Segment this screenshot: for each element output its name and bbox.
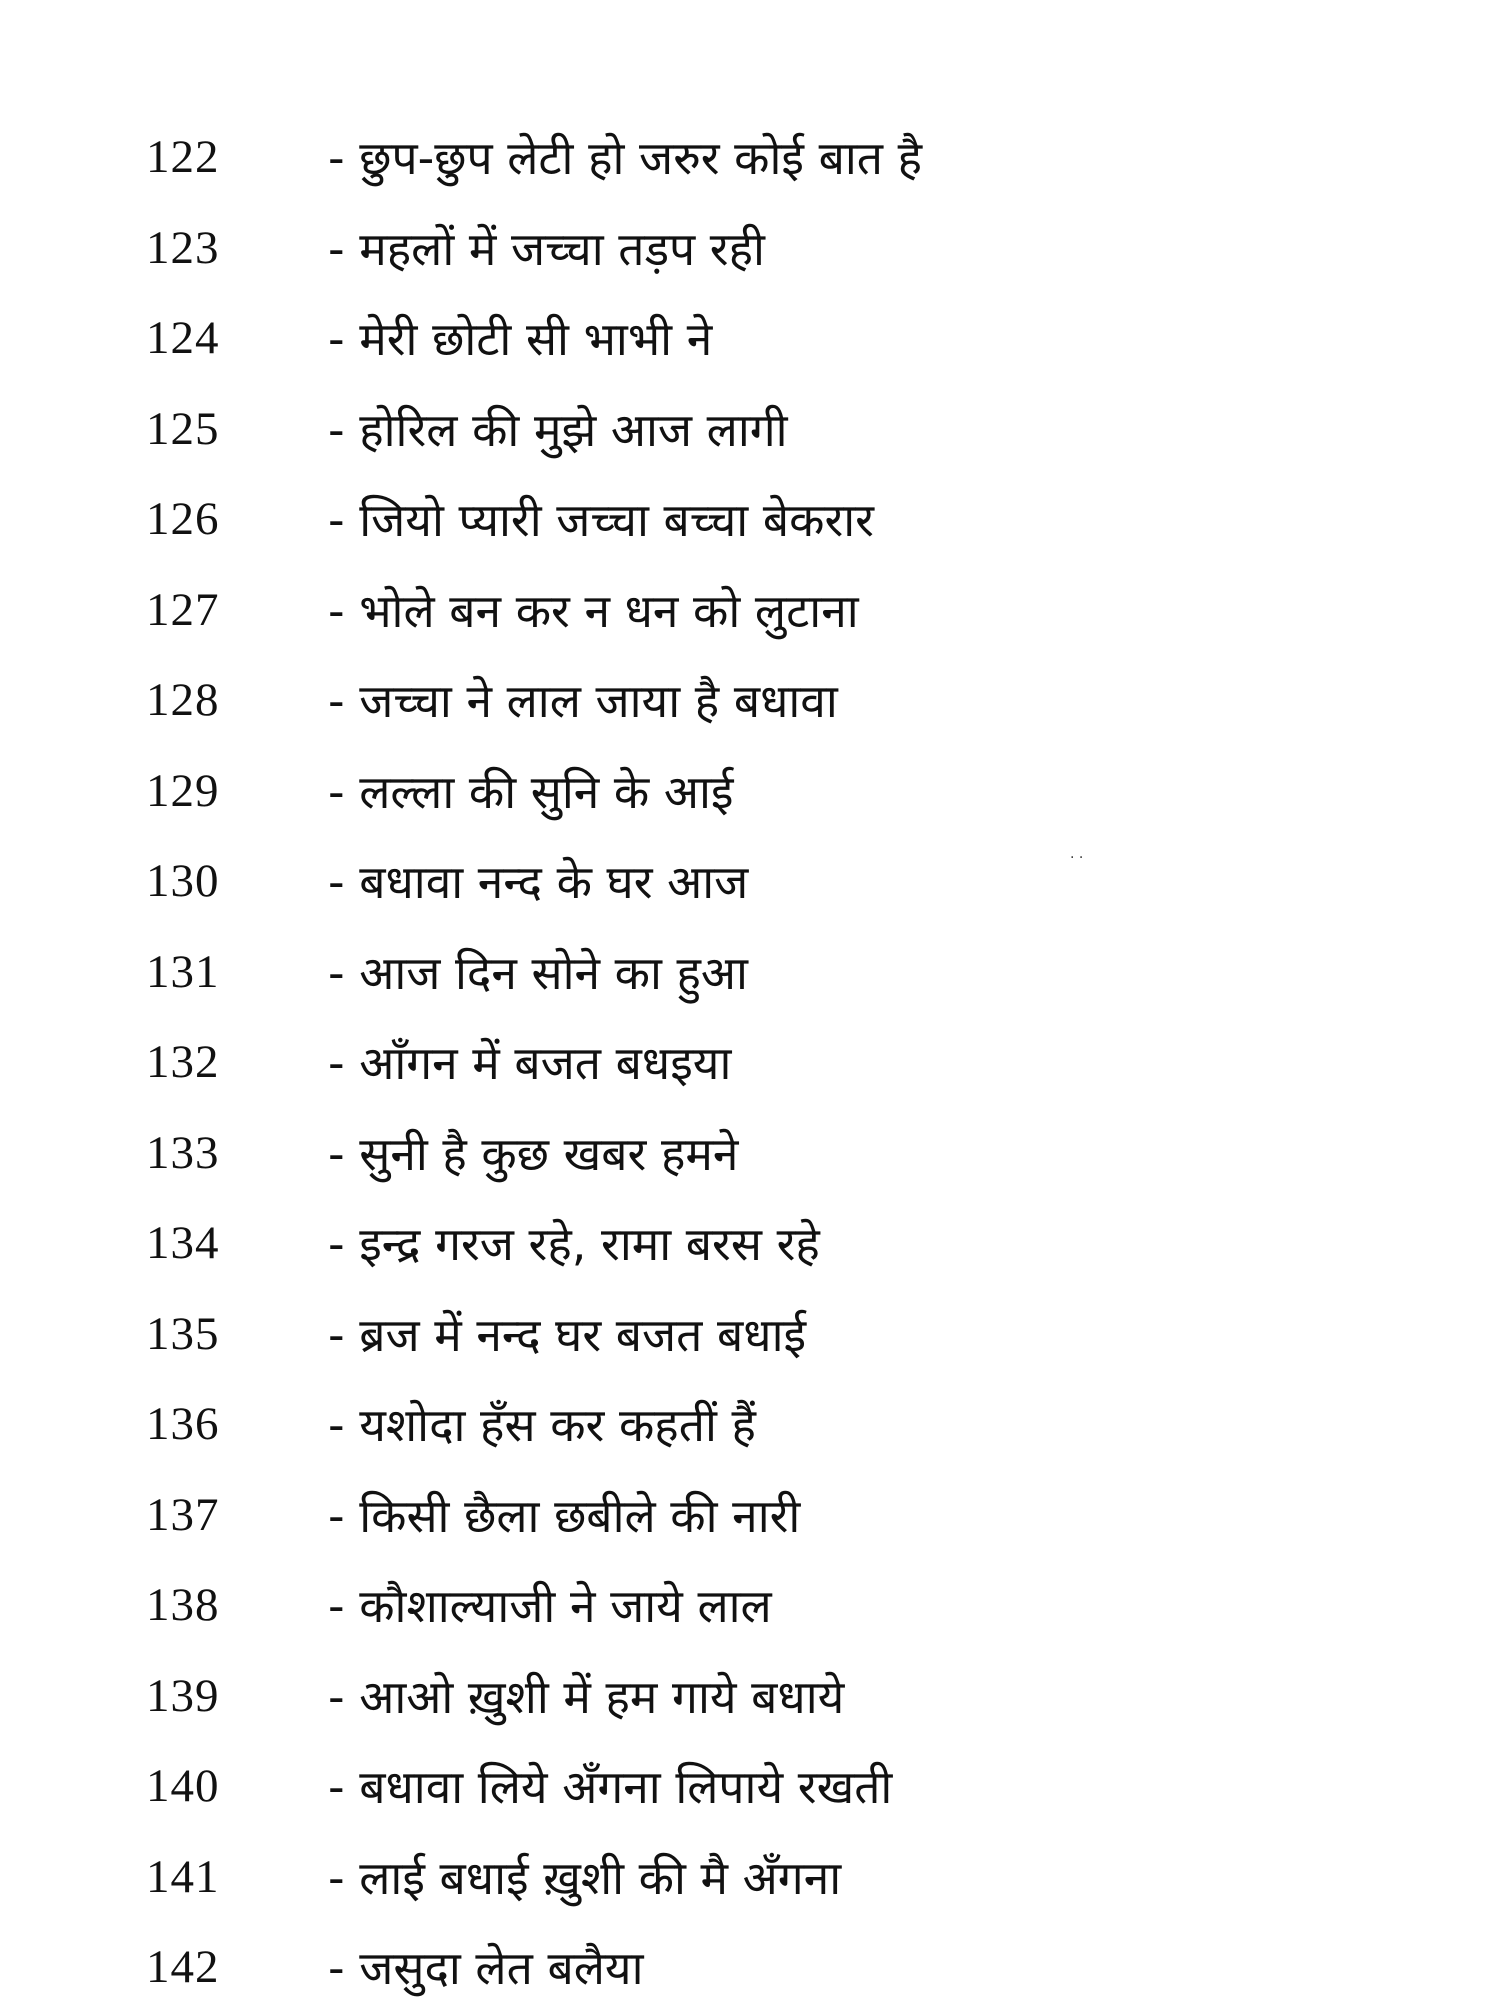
list-item <box>146 384 1396 475</box>
entry-title: - महलों में जच्चा तड़प रही <box>328 221 765 276</box>
entry-title: - यशोदा हँस कर कहतीं हैं <box>328 1398 756 1453</box>
list-item <box>146 565 1396 656</box>
list-item <box>146 293 1396 384</box>
entry-number: 139 <box>146 1669 220 1722</box>
scan-speck: · · <box>1070 850 1084 866</box>
entry-title: - बधावा लिये अँगना लिपाये रखती <box>328 1760 893 1815</box>
entry-title: - मेरी छोटी सी भाभी ने <box>328 312 713 367</box>
entry-title: - सुनी है कुछ खबर हमने <box>328 1126 739 1181</box>
entry-title: - आँगन में बजत बधइया <box>328 1036 732 1091</box>
list-item <box>146 927 1396 1018</box>
list-item <box>146 474 1396 565</box>
entry-number: 138 <box>146 1579 220 1632</box>
entry-number: 134 <box>146 1217 220 1270</box>
list-item <box>146 655 1396 746</box>
entry-number: 133 <box>146 1126 220 1179</box>
list-item <box>146 1922 1396 2013</box>
list-item <box>146 1832 1396 1923</box>
entry-number: 137 <box>146 1488 220 1541</box>
list-item <box>146 836 1396 927</box>
entry-number: 132 <box>146 1036 220 1089</box>
entry-number: 122 <box>146 131 220 184</box>
list-item <box>146 203 1396 294</box>
entry-number: 123 <box>146 221 220 274</box>
entry-number: 124 <box>146 312 220 365</box>
entry-title: - बधावा नन्द के घर आज <box>328 855 749 910</box>
entry-title: - जसुदा लेत बलैया <box>328 1941 644 1996</box>
entry-title: - आज दिन सोने का हुआ <box>328 945 748 1000</box>
song-index-list <box>146 112 1396 2013</box>
list-item <box>146 112 1396 203</box>
list-item <box>146 1017 1396 1108</box>
entry-number: 127 <box>146 583 220 636</box>
list-item <box>146 1470 1396 1561</box>
entry-number: 135 <box>146 1307 220 1360</box>
entry-number: 141 <box>146 1850 220 1903</box>
entry-number: 136 <box>146 1398 220 1451</box>
list-item <box>146 1108 1396 1199</box>
entry-title: - जच्चा ने लाल जाया है बधावा <box>328 674 838 729</box>
entry-title: - कौशाल्याजी ने जाये लाल <box>328 1579 772 1634</box>
entry-number: 126 <box>146 493 220 546</box>
entry-title: - ब्रज में नन्द घर बजत बधाई <box>328 1307 807 1362</box>
entry-title: - किसी छैला छबीले की नारी <box>328 1488 801 1543</box>
entry-title: - छुप-छुप लेटी हो जरुर कोई बात है <box>328 131 923 186</box>
list-item <box>146 1560 1396 1651</box>
list-item <box>146 1379 1396 1470</box>
list-item <box>146 1741 1396 1832</box>
entry-number: 142 <box>146 1941 220 1994</box>
entry-title: - जियो प्यारी जच्चा बच्चा बेकरार <box>328 493 874 548</box>
entry-number: 128 <box>146 674 220 727</box>
entry-number: 130 <box>146 855 220 908</box>
entry-title: - आओ ख़ुशी में हम गाये बधाये <box>328 1669 845 1724</box>
entry-number: 131 <box>146 945 220 998</box>
entry-title: - होरिल की मुझे आज लागी <box>328 402 788 457</box>
list-item <box>146 1651 1396 1742</box>
entry-title: - भोले बन कर न धन को लुटाना <box>328 583 859 638</box>
entry-title: - लाई बधाई ख़ुशी की मै अँगना <box>328 1850 842 1905</box>
entry-number: 129 <box>146 764 220 817</box>
list-item <box>146 1198 1396 1289</box>
entry-title: - लल्ला की सुनि के आई <box>328 764 734 819</box>
list-item <box>146 746 1396 837</box>
entry-number: 125 <box>146 402 220 455</box>
entry-title: - इन्द्र गरज रहे, रामा बरस रहे <box>328 1217 820 1272</box>
list-item <box>146 1289 1396 1380</box>
entry-number: 140 <box>146 1760 220 1813</box>
